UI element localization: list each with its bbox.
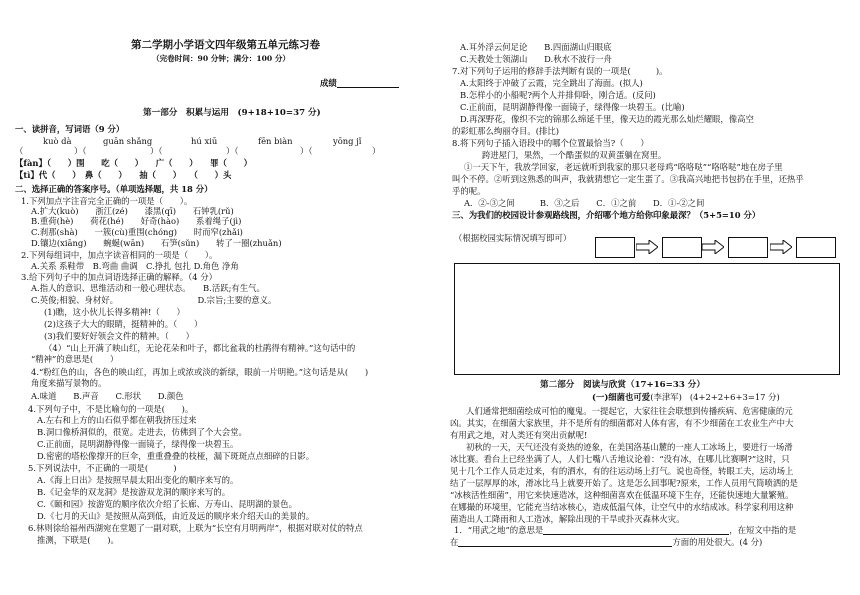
paren-1[interactable]: （ [15, 146, 24, 156]
part2-title: 第二部分 阅读与欣赏（17+16=33 分） [540, 380, 705, 390]
q5: 4.下列句子中，不是比喻句的一项是( )。 [28, 404, 194, 414]
q3-item-3[interactable]: (3)我们要好好领会文件的精神。（ ） [44, 331, 195, 341]
q7-a[interactable]: A.太阳终于冲破了云霞，完全跳出了海面。(拟人) [460, 78, 643, 88]
exam-title: 第二学期小学语文四年级第五单元练习卷 [131, 39, 320, 51]
q1: 1.下列加点字注音完全正确的一项是（ ）。 [21, 196, 193, 206]
reading-q1-middle: ，在短文中指的是 [729, 525, 797, 535]
q2-options[interactable]: A.关系 系鞋带 B.弯曲 曲调 C.挣扎 包扎 D.角色 净角 [31, 261, 239, 271]
paren-3[interactable]: ）（ [150, 146, 163, 156]
pinyin-5: yōng jǐ [333, 136, 362, 146]
q1-c[interactable]: C.刹那(shà) 一簇(cù)重围(chóng) 时而窄(zhǎi) [31, 227, 243, 237]
paren-6[interactable]: ） [372, 146, 381, 156]
s2-title: 二、选择正确的答案序号。（单项选择题，共 18 分） [15, 184, 213, 194]
reading-q1-blank-2[interactable] [458, 537, 672, 547]
route-box-4[interactable] [796, 237, 836, 258]
q3-item-4a: （4）“山上开满了映山红，无论花朵和叶子，都比盆栽的杜鹃得有精神。”这句话中的 [44, 343, 356, 353]
route-arrow-2-icon [702, 240, 724, 254]
pinyin-4: fēn biàn [258, 136, 293, 146]
q6-option-cd[interactable]: C.天教处士领湖山 D.秋水不波行一舟 [460, 54, 612, 64]
q5-b[interactable]: B.洞口像桥洞似的，很宽。走进去，仿佛到了个大会堂。 [37, 427, 247, 437]
passage-line-3: 有用武之地，对人类还有突出贡献呢! [450, 430, 588, 440]
q6: 5.下列说法中，不正确的一项是( ) [28, 463, 177, 473]
q8: 8.将下列句子插入语段中的哪个位置最恰当?（ ） [452, 138, 649, 148]
q7-line1: 6.林则徐给福州西湖宛在堂题了一副对联，上联为“长空有月明两岸”，根据对联对仗的特点 [28, 523, 363, 533]
s1-title: 一、读拼音，写词语（9 分） [15, 124, 125, 134]
passage-line-6: 见十几个工作人员走过来，有的洒水，有的往运动场上打气。说也奇怪，转眼工夫，运动场上 [450, 466, 794, 476]
q7-c[interactable]: C.正前面，昆明湖静得像一面镜子，绿得像一块碧玉。(比喻) [460, 102, 685, 112]
route-note: （根据校园实际情况填写即可） [454, 233, 572, 243]
q3-item-4b[interactable]: “精神”的意思是( ） [31, 354, 119, 364]
q8-passage-2: 叫个不停。②听到这熟悉的叫声，我就猜想它一定生蛋了。③我高兴地把书包扔在手里，还热乎 [452, 174, 804, 184]
passage-heading [592, 392, 780, 402]
passage-author: (李津军) [650, 392, 682, 402]
fan-row[interactable]: 【fàn】（ ）围 吃（ ） 广（ ） 罪（ ） [15, 158, 253, 168]
q4-options[interactable]: A.味道 B.声音 C.形状 D.颜色 [31, 391, 184, 401]
reading-q1-line1 [454, 525, 796, 535]
passage-line-7: 结了一层厚厚的冰，滑冰比马上就要开始了。这是怎么回事呢?原来，工作人员用气筒喷洒的是 [450, 478, 798, 488]
passage-line-2: 凶。其实，在细菌大家族里，并不是所有的细菌都对人体有害，有不少细菌在工农业生产中大 [450, 418, 794, 428]
paren-4[interactable]: ）（ [226, 146, 239, 156]
pinyin-1: kuò dà [43, 136, 72, 146]
q5-c[interactable]: C.正前面，昆明湖静得像一面镜子，绿得像一块碧玉。 [37, 439, 239, 449]
route-box-3[interactable] [728, 237, 768, 258]
ti-row[interactable]: 【tì】代（ ） 鼻（ ） 抽（ ） （ ）头 [15, 170, 232, 180]
q8-passage-3: 乎的呢。 [452, 186, 486, 196]
q1-b[interactable]: B.重荷(hè) 荷花(hé) 好奇(hào) 系着绳子(jì) [31, 216, 242, 226]
pinyin-3: hú xiū [191, 136, 218, 146]
passage-line-4: 初秋的一天，天气还没有炎热的迹象，在美国洛基山麓的一座人工冰场上，要进行一场滑 [466, 442, 793, 452]
q3-item-2[interactable]: (2)这孩子大大的眼睛，挺精神的。（ ） [44, 319, 203, 329]
q7-b[interactable]: B.怎样小的小船呢?两个人并排仰卧，刚合适。(反问) [460, 90, 656, 100]
q7-d-line2: 的彩虹那么绚丽夺目。(排比) [452, 126, 560, 136]
q7-line2[interactable]: 推测，下联是( )。 [37, 535, 119, 545]
reading-q1-in: 在 [450, 537, 459, 547]
passage-line-1: 人们通常把细菌绘成可怕的魔鬼。一提起它，大家往往会联想到传播疾病、危害健康的元 [466, 406, 793, 416]
q8-options[interactable]: A．②-③之间 B．③之后 C．①之前 D．①-②之间 [464, 198, 705, 208]
q3: 3.给下列句子中的加点词语选择正确的解释。（4 分） [21, 272, 218, 282]
paren-2[interactable]: ）（ [74, 146, 87, 156]
q2: 2.下列每组词中，加点字读音相同的一项是（ ）。 [21, 250, 218, 260]
q8-passage-1: ①一天下午，我放学回家，老远就听到我家的那只老母鸡“咯咯哒”“咯咯哒”地在房子里 [464, 162, 783, 172]
q5-a[interactable]: A.左右和上方的山石似乎都在朝我挤压过来 [37, 415, 197, 425]
score-field[interactable] [320, 78, 399, 88]
q3-item-1[interactable]: (1)瞧，这小伙儿长得多精神!（ ） [44, 307, 185, 317]
passage-line-9: 在娜撮的环境里，它能充当结冰核心，造成低温气体，让空气中的水结成冰。科学家利用这种 [450, 502, 794, 512]
reading-q1-blank-1[interactable] [543, 525, 729, 535]
q3-option-cd[interactable]: C.英俊;相貌、身材好。 D.宗旨;主要的意义。 [31, 295, 277, 305]
q1-a[interactable]: A.扩大(kuò) 浙江(zé) 漆黑(qī) 石钟乳(rǔ) [31, 206, 234, 216]
score-blank[interactable] [337, 78, 399, 88]
q7-d-line1[interactable]: D.再深野花，像织不完的锦那么绵延千里，像天边的霞光那么灿烂耀眼，像高空 [460, 114, 754, 124]
pinyin-2: guān shǎng [103, 136, 153, 146]
q6-option-ab[interactable]: A.耳外浮云何足论 B.四面湖山归眼底 [460, 42, 612, 52]
q4-line2: 角度来描写景物的。 [31, 378, 107, 388]
q1-d[interactable]: D.镶边(xiāng) 蜿蜒(wān) 石笋(sǔn) 转了一圈(zhuǎn) [31, 238, 282, 248]
passage-score: (4+2+2+6+3=17 分) [689, 392, 780, 402]
reading-q1-suffix: 方面的用处很大。(4 分) [672, 537, 763, 547]
q3-option-ab[interactable]: A.指人的意识、思维活动和一般心理状态。 B.活跃;有生气。 [31, 283, 265, 293]
passage-line-10: 菌造出人工降雨和人工造冰，解除出现的干旱或扑灭森林火灾。 [450, 514, 685, 524]
route-arrow-3-icon [770, 240, 792, 254]
q6-a[interactable]: A.《海上日出》是按照早晨太阳出变化的顺序来写的。 [37, 475, 239, 485]
q6-c[interactable]: C.《颐和园》按游览的顺序依次介绍了长廊、万寿山、昆明湖的景色。 [37, 499, 298, 509]
q8-sentence: 跨进屋门，果然，一个酷蛋似的双黄蛋躺在窝里。 [482, 150, 667, 160]
q4-line1: 4.“粉红色的山，各色的映山红，再加上或浓或淡的新绿，眼前一片明艳。”这句话是从( ) [31, 367, 369, 377]
reading-q1-line2 [450, 537, 762, 547]
passage-title: (一)细菌也可爱 [592, 392, 651, 402]
part1-title: 第一部分 积累与运用 (9+18+10=37 分) [143, 108, 321, 118]
passage-line-8: “冰核活性细菌”，用它来快速造冰，这种细菌喜欢在低温环境下生存，还能快速地大量繁殖。 [450, 490, 794, 500]
s3-title: 三、为我们的校园设计参观路线图，介绍哪个地方给你印象最深？（5+5=10 分） [452, 210, 761, 220]
exam-meta: （完卷时间：90 分钟；满分：100 分） [152, 54, 291, 63]
reading-q1-prefix: 1．“用武之地”的意思是 [454, 525, 544, 535]
route-box-1[interactable] [595, 237, 635, 258]
q7: 7.对下列句子运用的修辞手法判断有误的一项是( )。 [452, 66, 668, 76]
paren-5[interactable]: ）（ [300, 146, 313, 156]
route-arrow-1-icon [636, 240, 658, 254]
passage-line-5: 冰比赛。看台上已经坐满了人，人们七嘴八舌地议论着：“没有冰，在哪儿比赛啊?”这时，只 [450, 454, 790, 464]
q6-d[interactable]: D.《七月的天山》是按照从高到低，由近及远的顺序来介绍天山的美景的。 [37, 511, 315, 521]
route-drawing-area[interactable] [454, 263, 840, 375]
q5-d[interactable]: D.密密的塔松像撑开的巨伞，重重叠叠的枝桠，漏下斑斑点点细碎的日影。 [37, 451, 315, 461]
score-label: 成绩 [320, 78, 337, 88]
q6-b[interactable]: B.《记金华的双龙洞》是按游双龙洞的顺序来写的。 [37, 487, 231, 497]
route-box-2[interactable] [662, 237, 702, 258]
